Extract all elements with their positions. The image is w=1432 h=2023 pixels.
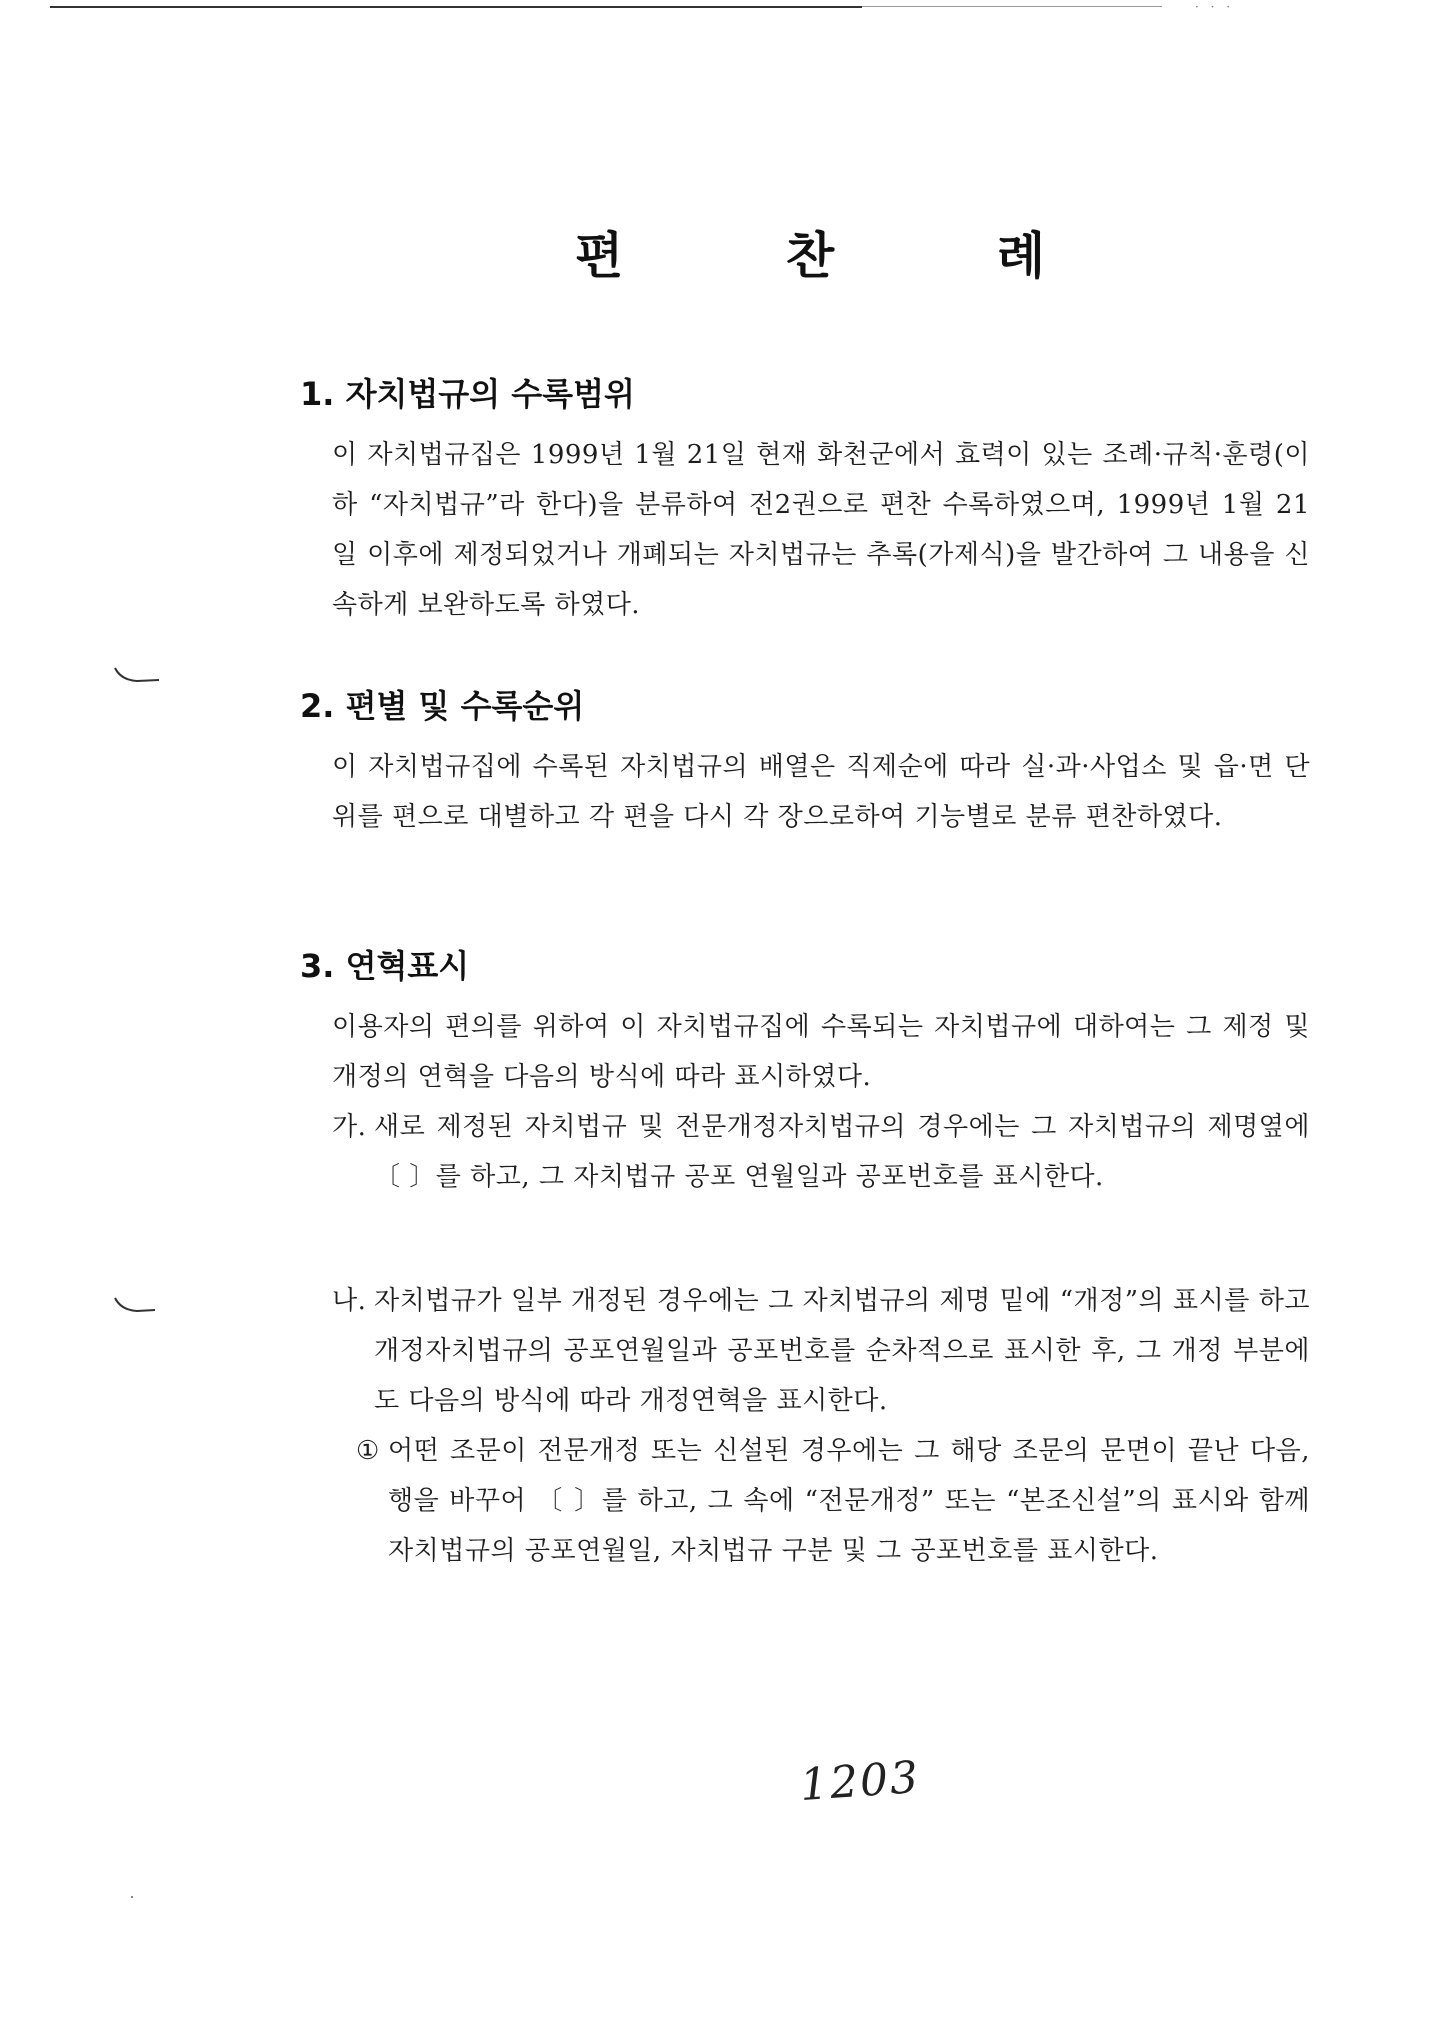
section-history (300, 942, 1310, 1576)
list-item (332, 1102, 1310, 1202)
section-heading: 3. 연혁표시 (300, 947, 470, 985)
section-heading: 1. 자치법규의 수록범위 (300, 375, 635, 413)
list-item-marker: 나. (332, 1286, 367, 1316)
title-char: 례 (996, 227, 1045, 285)
section-scope (300, 370, 1310, 630)
margin-pen-mark (113, 666, 163, 688)
list-item (332, 1276, 1310, 1426)
sub-list-item-text: 어떤 조문이 전문개정 또는 신설된 경우에는 그 해당 조문의 문면이 끝난 다음, 행을 바꾸어 〔 〕를 하고, 그 속에 “전문개정” 또는 “본조신설”의 표시와 함께 자치법규의 공포연월일, 자치법규 구분 및 그 공포번호를 표시한다. (388, 1436, 1310, 1566)
handwritten-page-number: 1203 (798, 1751, 922, 1812)
sub-list-item (356, 1426, 1310, 1576)
section-paragraph: 이용자의 편의를 위하여 이 자치법규집에 수록되는 자치법규에 대하여는 그 제정 및 개정의 연혁을 다음의 방식에 따라 표시하였다. (332, 1012, 1310, 1092)
title-char: 찬 (785, 227, 835, 285)
scan-speck (131, 1896, 133, 1898)
list-item-text: 새로 제정된 자치법규 및 전문개정자치법규의 경우에는 그 자치법규의 제명옆에 〔 〕를 하고, 그 자치법규 공포 연월일과 공포번호를 표시한다. (374, 1112, 1310, 1192)
margin-pen-mark (113, 1296, 163, 1318)
document-title (575, 216, 1045, 288)
section-paragraph: 이 자치법규집은 1999년 1월 21일 현재 화천군에서 효력이 있는 조례·규칙·훈령(이하 “자치법규”라 한다)을 분류하여 전2권으로 편찬 수록하였으며, 1999년 1월 21일 이후에 제정되었거나 개폐되는 자치법규는 추록(가제식)을 발간하여 그 내용을 신속하게 보완하도록 하였다. (332, 440, 1310, 620)
section-heading: 2. 편별 및 수록순위 (300, 687, 585, 725)
sub-list-item-marker: ① (356, 1436, 380, 1466)
section-order (300, 682, 1310, 842)
list-item-marker: 가. (332, 1112, 367, 1142)
title-char: 편 (575, 227, 624, 285)
section-paragraph: 이 자치법규집에 수록된 자치법규의 배열은 직제순에 따라 실·과·사업소 및 읍·면 단위를 편으로 대별하고 각 편을 다시 각 장으로하여 기능별로 분류 편찬하였다. (332, 752, 1310, 832)
top-rule-line-faint (862, 6, 1162, 7)
scan-specks: · · · (1195, 0, 1235, 14)
top-rule-line (50, 6, 862, 8)
list-item-text: 자치법규가 일부 개정된 경우에는 그 자치법규의 제명 밑에 “개정”의 표시를 하고 개정자치법규의 공포연월일과 공포번호를 순차적으로 표시한 후, 그 개정 부분에도 다음의 방식에 따라 개정연혁을 표시한다. (374, 1286, 1310, 1416)
